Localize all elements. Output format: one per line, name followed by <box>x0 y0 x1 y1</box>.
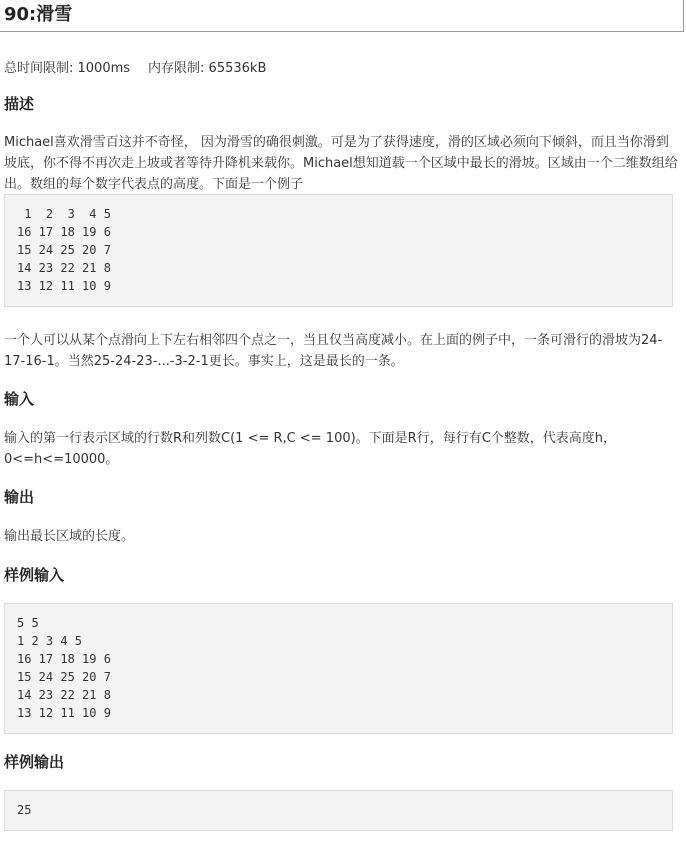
description-paragraph-2: 一个人可以从某个点滑向上下左右相邻四个点之一，当且仅当高度减小。在上面的例子中，一条可滑行的滑坡为24-17-16-1。当然25-24-23-...-3-2-1更长。事实上，这是最长的一条。 <box>4 333 663 369</box>
title-bar <box>0 0 684 32</box>
sample-input-block: 5 5 1 2 3 4 5 16 17 18 19 6 15 24 25 20 7 14 23 22 21 8 13 12 11 10 9 <box>4 603 673 734</box>
output-heading: 输出 <box>4 488 35 506</box>
description-heading: 描述 <box>4 95 35 113</box>
sample-input-heading: 样例输入 <box>4 566 65 584</box>
time-limit: 总时间限制: 1000ms <box>4 61 131 76</box>
memory-limit: 内存限制: 65536kB <box>148 61 267 76</box>
limits-row <box>4 57 266 76</box>
description-paragraph-1: Michael喜欢滑雪百这并不奇怪， 因为滑雪的确很刺激。可是为了获得速度，滑的区域必须向下倾斜，而且当你滑到坡底，你不得不再次走上坡或者等待升降机来载你。Michael想知道载一个区域中最长的滑坡。区域由一个二维数组给出。数组的每个数字代表点的高度。下面是一个例子 <box>4 135 678 192</box>
problem-title: 90:滑雪 <box>4 4 73 25</box>
input-text: 输入的第一行表示区域的行数R和列数C(1 <= R,C <= 100)。下面是R行，每行有C个整数，代表高度h，0<=h<=10000。 <box>4 431 617 467</box>
sample-output-block: 25 <box>4 790 673 831</box>
output-text: 输出最长区域的长度。 <box>4 529 135 544</box>
sample-output-heading: 样例输出 <box>4 753 65 771</box>
description-example-block: 1 2 3 4 5 16 17 18 19 6 15 24 25 20 7 14 23 22 21 8 13 12 11 10 9 <box>4 194 673 307</box>
input-heading: 输入 <box>4 390 35 408</box>
